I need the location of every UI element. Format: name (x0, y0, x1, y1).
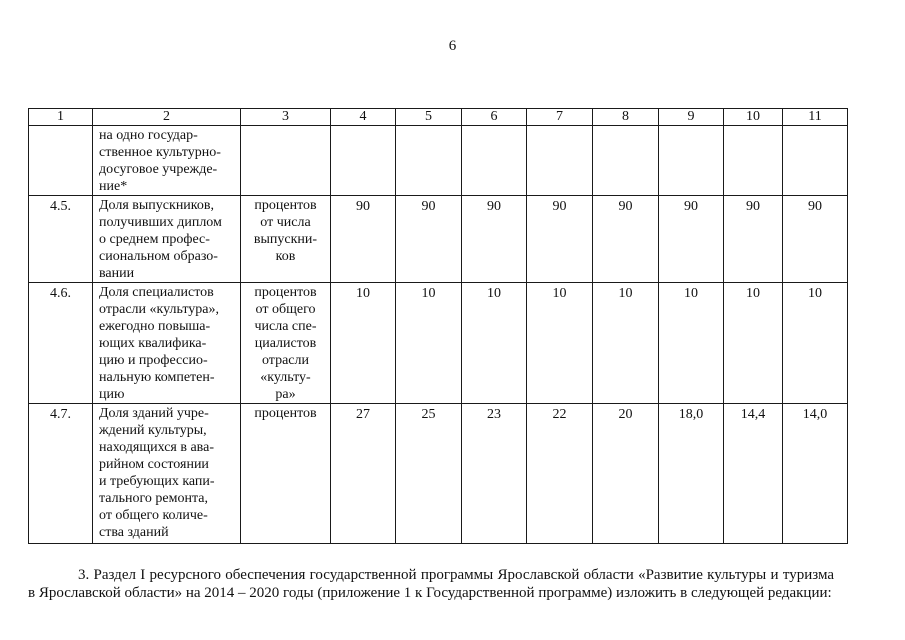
value-cell (659, 126, 724, 196)
value-cell: 14,4 (724, 404, 783, 544)
column-header-7: 7 (527, 109, 593, 126)
value-cell: 90 (593, 196, 659, 283)
value-cell (527, 126, 593, 196)
unit-of-measure: процентов от общего числа спе- циалистов отрасли «культу- ра» (241, 283, 331, 404)
table-body (29, 109, 848, 544)
value-cell: 10 (593, 283, 659, 404)
value-cell: 90 (659, 196, 724, 283)
value-cell (462, 126, 527, 196)
table-row (29, 283, 848, 404)
indicator-name: на одно государ- ственное культурно- досуговое учрежде- ние* (93, 126, 241, 196)
value-cell: 90 (527, 196, 593, 283)
value-cell: 10 (527, 283, 593, 404)
column-header-11: 11 (783, 109, 848, 126)
unit-of-measure (241, 126, 331, 196)
value-cell (724, 126, 783, 196)
column-header-3: 3 (241, 109, 331, 126)
table-row (29, 196, 848, 283)
value-cell: 10 (462, 283, 527, 404)
value-cell: 10 (659, 283, 724, 404)
value-cell (396, 126, 462, 196)
indicator-name: Доля выпускников, получивших диплом о среднем профес- сиональном образо- вании (93, 196, 241, 283)
row-number: 4.5. (29, 196, 93, 283)
value-cell: 90 (331, 196, 396, 283)
column-header-5: 5 (396, 109, 462, 126)
value-cell: 18,0 (659, 404, 724, 544)
column-header-6: 6 (462, 109, 527, 126)
value-cell: 14,0 (783, 404, 848, 544)
row-number (29, 126, 93, 196)
row-number: 4.6. (29, 283, 93, 404)
column-header-1: 1 (29, 109, 93, 126)
column-header-2: 2 (93, 109, 241, 126)
value-cell: 25 (396, 404, 462, 544)
column-header-10: 10 (724, 109, 783, 126)
value-cell: 22 (527, 404, 593, 544)
value-cell: 90 (783, 196, 848, 283)
column-header-8: 8 (593, 109, 659, 126)
table-row (29, 404, 848, 544)
value-cell: 10 (783, 283, 848, 404)
unit-of-measure: процентов от числа выпускни- ков (241, 196, 331, 283)
table-header-row (29, 109, 848, 126)
value-cell: 10 (724, 283, 783, 404)
value-cell: 23 (462, 404, 527, 544)
value-cell: 27 (331, 404, 396, 544)
row-number: 4.7. (29, 404, 93, 544)
value-cell: 90 (396, 196, 462, 283)
column-header-4: 4 (331, 109, 396, 126)
value-cell (783, 126, 848, 196)
value-cell (331, 126, 396, 196)
value-cell: 20 (593, 404, 659, 544)
value-cell (593, 126, 659, 196)
value-cell: 10 (396, 283, 462, 404)
table-row (29, 126, 848, 196)
value-cell: 10 (331, 283, 396, 404)
indicators-table (28, 108, 848, 544)
indicator-name: Доля специалистов отрасли «культура», ежегодно повыша- ющих квалифика- цию и профессио- нальную компетен- цию (93, 283, 241, 404)
value-cell: 90 (724, 196, 783, 283)
column-header-9: 9 (659, 109, 724, 126)
value-cell: 90 (462, 196, 527, 283)
indicator-name: Доля зданий учре- ждений культуры, находящихся в ава- рийном состоянии и требующих капи- тального ремонта, от общего количе- ства зданий (93, 404, 241, 544)
unit-of-measure: процентов (241, 404, 331, 544)
body-paragraph: 3. Раздел I ресурсного обеспечения государственной программы Ярославской области «Развитие культуры и туризма в Ярославской области» на 2014 – 2020 годы (приложение 1 к Государственной программе) изложить в следующей редакции: (28, 567, 834, 601)
page-number: 6 (448, 38, 457, 54)
